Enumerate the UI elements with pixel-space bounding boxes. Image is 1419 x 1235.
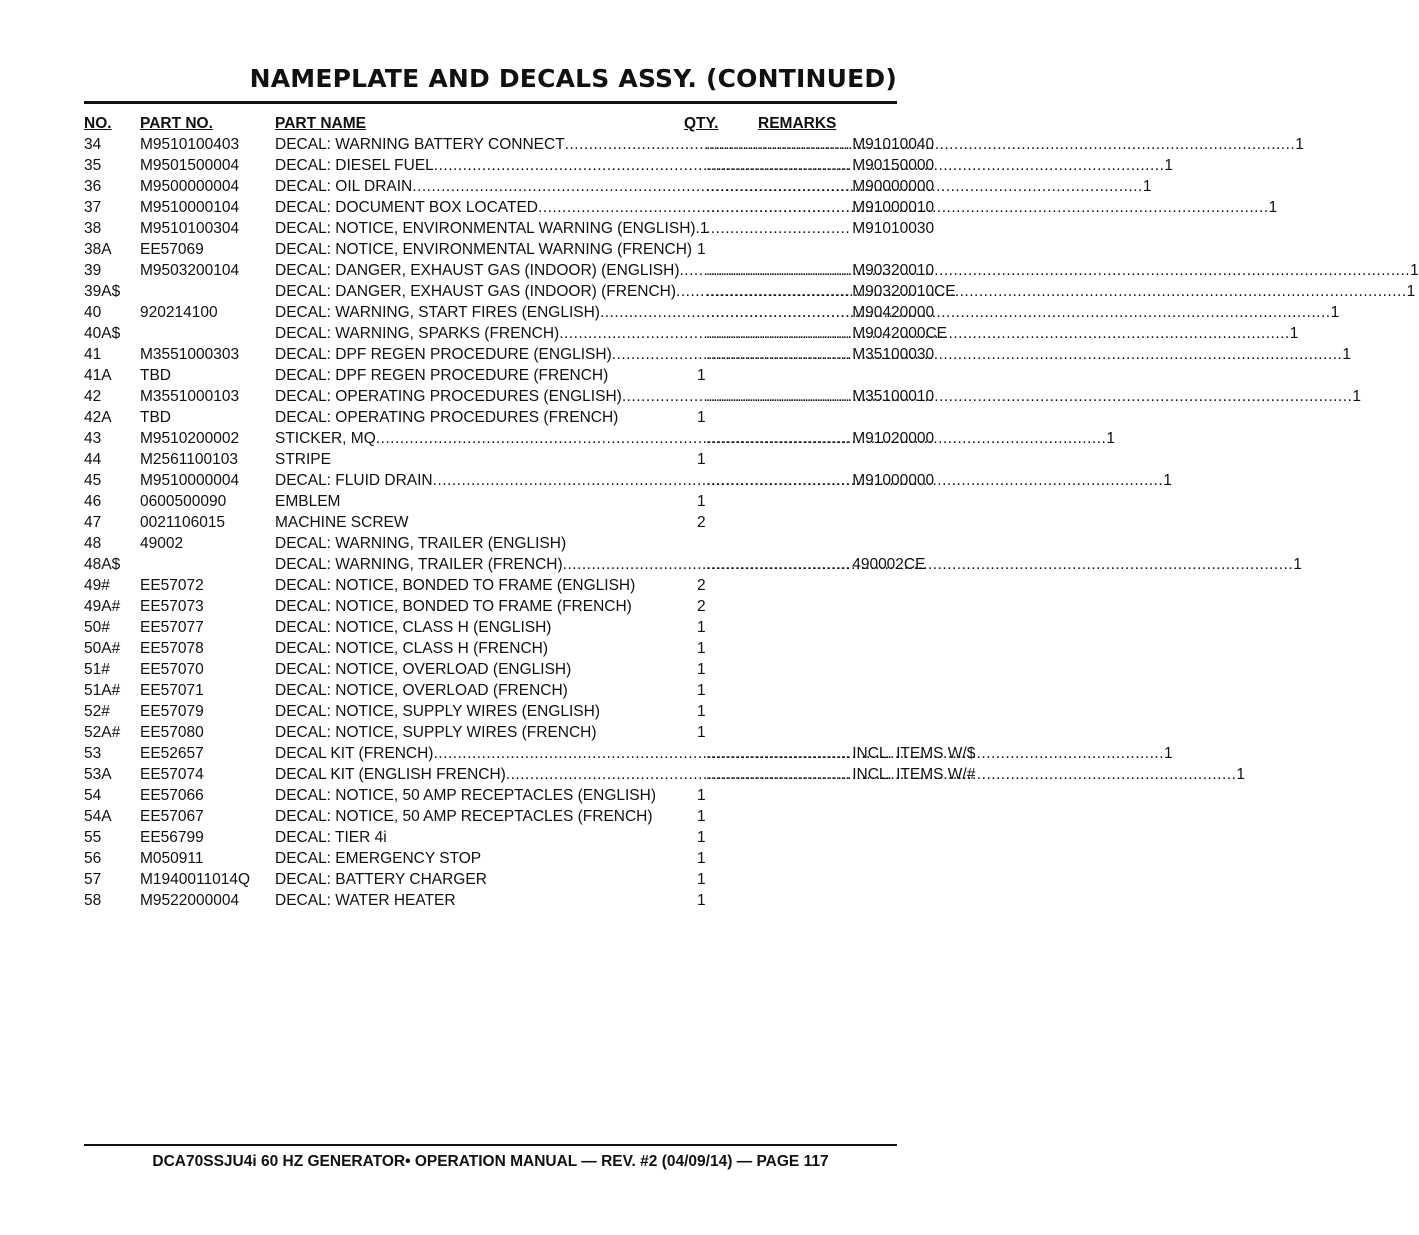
header-remarks: REMARKS	[758, 115, 837, 132]
cell-part-name-qty	[275, 218, 709, 239]
cell-remarks: M90320010CE	[852, 283, 956, 300]
cell-qty: 1	[1352, 388, 1362, 405]
table-row	[84, 722, 897, 743]
cell-qty: 1	[1295, 136, 1304, 153]
cell-no: 53	[84, 745, 102, 762]
cell-qty: 1	[1236, 766, 1246, 783]
cell-no: 38	[84, 220, 102, 237]
dot-leader	[706, 134, 850, 155]
table-row	[84, 890, 897, 911]
dot-leader	[706, 218, 850, 239]
table-row	[84, 533, 897, 554]
table-row	[84, 701, 897, 722]
cell-part-name: DECAL: WARNING, TRAILER (ENGLISH)	[275, 535, 567, 552]
cell-part-no: M9510100403	[140, 136, 240, 153]
cell-part-name: DECAL: WATER HEATER	[275, 892, 456, 909]
cell-qty: 1	[697, 787, 706, 804]
cell-part-name: DECAL: OPERATING PROCEDURES (ENGLISH)	[275, 388, 622, 405]
cell-remarks: INCL. ITEMS W/$	[852, 745, 976, 762]
cell-qty: 1	[1164, 745, 1173, 762]
cell-part-name: DECAL: DANGER, EXHAUST GAS (INDOOR) (FRENCH)	[275, 283, 677, 300]
cell-part-name: DECAL: NOTICE, CLASS H (ENGLISH)	[275, 619, 552, 636]
cell-no: 54	[84, 787, 102, 804]
cell-remarks: M90320010	[852, 262, 935, 279]
cell-no: 43	[84, 430, 102, 447]
table-row	[84, 344, 1351, 365]
cell-no: 40A$	[84, 325, 121, 342]
cell-remarks-wrap	[706, 344, 964, 365]
cell-qty: 1	[697, 703, 706, 720]
cell-remarks-wrap	[706, 197, 964, 218]
cell-part-name: DECAL: NOTICE, 50 AMP RECEPTACLES (ENGLISH)	[275, 787, 656, 804]
page-title: NAMEPLATE AND DECALS ASSY. (CONTINUED)	[249, 64, 897, 93]
table-row	[84, 449, 897, 470]
header-part-no: PART NO.	[140, 115, 213, 132]
cell-qty: 1	[697, 724, 706, 741]
cell-part-name: EMBLEM	[275, 493, 341, 510]
cell-qty: 1	[697, 367, 706, 384]
cell-qty: 1	[697, 808, 706, 825]
table-row	[84, 848, 897, 869]
cell-qty: 1	[697, 640, 706, 657]
cell-part-no: M9510000004	[140, 472, 240, 489]
cell-remarks-wrap	[706, 302, 964, 323]
cell-part-name: STRIPE	[275, 451, 331, 468]
cell-qty: 1	[697, 829, 706, 846]
cell-part-name: DECAL: DANGER, EXHAUST GAS (INDOOR) (ENGLISH)	[275, 262, 680, 279]
table-header	[84, 113, 897, 134]
cell-part-no: EE57074	[140, 766, 204, 783]
dot-leader	[706, 554, 850, 575]
cell-no: 40	[84, 304, 102, 321]
cell-part-name: DECAL: FLUID DRAIN	[275, 472, 433, 489]
cell-remarks: M91010040	[852, 136, 935, 153]
table-row	[84, 470, 1172, 491]
cell-qty: 1	[697, 871, 706, 888]
cell-no: 57	[84, 871, 102, 888]
table-row	[84, 869, 897, 890]
table-row	[84, 323, 1299, 344]
cell-part-no: M9510100304	[140, 220, 240, 237]
cell-remarks-wrap	[706, 260, 964, 281]
cell-part-name: DECAL: BATTERY CHARGER	[275, 871, 487, 888]
dot-leader	[706, 470, 850, 491]
cell-part-no: M1940011014Q	[140, 871, 251, 888]
dot-leader	[706, 344, 850, 365]
cell-part-name: MACHINE SCREW	[275, 514, 409, 531]
cell-qty: 1	[699, 220, 709, 237]
cell-qty: 1	[1163, 472, 1172, 489]
cell-part-no: TBD	[140, 409, 171, 426]
cell-part-name: DECAL: NOTICE, CLASS H (FRENCH)	[275, 640, 549, 657]
cell-qty: 1	[697, 850, 706, 867]
cell-qty: 1	[1289, 325, 1299, 342]
cell-part-name: DECAL: NOTICE, BONDED TO FRAME (FRENCH)	[275, 598, 632, 615]
table-row	[84, 218, 935, 239]
cell-no: 52#	[84, 703, 110, 720]
cell-qty: 1	[697, 892, 706, 909]
table-row	[84, 407, 897, 428]
cell-remarks: M91020000	[852, 430, 935, 447]
cell-no: 34	[84, 136, 102, 153]
dot-leader	[706, 764, 850, 785]
table-row	[84, 491, 897, 512]
cell-part-no: EE56799	[140, 829, 204, 846]
cell-part-no: EE57067	[140, 808, 204, 825]
cell-part-name: DECAL: WARNING, SPARKS (FRENCH)	[275, 325, 560, 342]
dot-leader	[706, 302, 850, 323]
cell-part-no: M9500000004	[140, 178, 240, 195]
cell-part-name: DECAL: NOTICE, 50 AMP RECEPTACLES (FRENCH)	[275, 808, 653, 825]
cell-remarks: M91010030	[852, 220, 935, 237]
cell-no: 54A	[84, 808, 112, 825]
cell-part-no: EE57071	[140, 682, 204, 699]
cell-remarks-wrap	[706, 134, 964, 155]
cell-no: 49#	[84, 577, 110, 594]
cell-part-no: 920214100	[140, 304, 218, 321]
cell-part-no: EE57066	[140, 787, 204, 804]
cell-remarks-wrap	[706, 281, 964, 302]
header-no: NO.	[84, 115, 112, 132]
cell-qty: 2	[697, 577, 706, 594]
cell-part-name: DECAL: WARNING BATTERY CONNECT	[275, 136, 565, 153]
table-row	[84, 155, 1173, 176]
cell-qty: 1	[1342, 346, 1351, 363]
cell-remarks-wrap	[706, 386, 964, 407]
table-row	[84, 596, 897, 617]
header-part-name: PART NAME	[275, 115, 366, 132]
table-row	[84, 281, 1416, 302]
cell-part-name: DECAL: NOTICE, BONDED TO FRAME (ENGLISH)	[275, 577, 636, 594]
cell-part-no: M9501500004	[140, 157, 240, 174]
cell-no: 36	[84, 178, 102, 195]
cell-part-no: M9510200002	[140, 430, 240, 447]
cell-qty: 1	[1268, 199, 1278, 216]
title-divider	[84, 101, 897, 104]
cell-part-no: TBD	[140, 367, 171, 384]
cell-remarks-wrap	[706, 554, 964, 575]
cell-part-name: DECAL: DIESEL FUEL	[275, 157, 434, 174]
table-row	[84, 617, 897, 638]
table-row	[84, 827, 897, 848]
dot-leader	[706, 197, 850, 218]
dot-leader	[706, 281, 850, 302]
dot-leader	[706, 176, 850, 197]
table-row	[84, 764, 1246, 785]
dot-leader	[706, 743, 850, 764]
cell-part-name: DECAL: WARNING, TRAILER (FRENCH)	[275, 556, 563, 573]
cell-part-name: DECAL KIT (ENGLISH FRENCH)	[275, 766, 506, 783]
cell-no: 41A	[84, 367, 112, 384]
cell-part-name: DECAL: DOCUMENT BOX LOCATED	[275, 199, 538, 216]
cell-remarks-wrap	[706, 218, 964, 239]
table-row	[84, 554, 1302, 575]
cell-qty: 1	[1330, 304, 1340, 321]
cell-part-no: EE57078	[140, 640, 204, 657]
cell-part-name: DECAL: DPF REGEN PROCEDURE (ENGLISH)	[275, 346, 612, 363]
dot-leader	[706, 428, 850, 449]
table-row	[84, 197, 1278, 218]
cell-remarks: M90000000	[852, 178, 935, 195]
table-row	[84, 575, 897, 596]
cell-part-no: EE57080	[140, 724, 204, 741]
cell-part-no: EE57077	[140, 619, 204, 636]
cell-remarks-wrap	[706, 743, 976, 764]
cell-remarks-wrap	[706, 764, 976, 785]
table-row	[84, 428, 1115, 449]
table-row	[84, 260, 1419, 281]
cell-no: 53A	[84, 766, 112, 783]
cell-qty: 2	[697, 514, 706, 531]
cell-qty: 1	[1142, 178, 1152, 195]
cell-no: 56	[84, 850, 102, 867]
cell-no: 46	[84, 493, 102, 510]
table-row	[84, 302, 1340, 323]
table-row	[84, 806, 897, 827]
cell-no: 52A#	[84, 724, 121, 741]
cell-part-name: DECAL: EMERGENCY STOP	[275, 850, 482, 867]
cell-part-no: M3551000103	[140, 388, 240, 405]
table-row	[84, 386, 1362, 407]
cell-no: 48	[84, 535, 102, 552]
cell-part-no: EE57079	[140, 703, 204, 720]
cell-no: 50A#	[84, 640, 121, 657]
cell-no: 39A$	[84, 283, 121, 300]
cell-remarks-wrap	[706, 155, 964, 176]
dot-leader	[706, 155, 850, 176]
cell-part-name: DECAL: NOTICE, OVERLOAD (ENGLISH)	[275, 661, 572, 678]
cell-no: 51#	[84, 661, 110, 678]
table-row	[84, 176, 1152, 197]
table-row	[84, 659, 897, 680]
cell-part-name: DECAL: NOTICE, OVERLOAD (FRENCH)	[275, 682, 568, 699]
cell-remarks: M35100030	[852, 346, 935, 363]
cell-part-name: DECAL KIT (FRENCH)	[275, 745, 434, 762]
cell-part-no: EE57073	[140, 598, 204, 615]
cell-no: 41	[84, 346, 102, 363]
cell-part-no: EE52657	[140, 745, 204, 762]
cell-qty: 1	[697, 409, 706, 426]
cell-no: 45	[84, 472, 102, 489]
cell-remarks-wrap	[706, 428, 964, 449]
page-footer: DCA70SSJU4i 60 HZ GENERATOR• OPERATION MANUAL — REV. #2 (04/09/14) — PAGE 117	[152, 1153, 829, 1170]
cell-qty: 1	[1410, 262, 1419, 279]
cell-qty: 1	[697, 451, 706, 468]
cell-no: 37	[84, 199, 102, 216]
cell-remarks-wrap	[706, 176, 964, 197]
cell-qty: 1	[697, 241, 706, 258]
cell-part-name: DECAL: NOTICE, ENVIRONMENTAL WARNING (FRENCH)	[275, 241, 693, 258]
cell-qty: 2	[697, 598, 706, 615]
cell-no: 48A$	[84, 556, 121, 573]
cell-qty: 1	[697, 493, 706, 510]
cell-part-no: EE57070	[140, 661, 204, 678]
cell-part-no: 49002	[140, 535, 184, 552]
cell-remarks: M9042000CE	[852, 325, 947, 342]
cell-part-name: STICKER, MQ	[275, 430, 376, 447]
table-row	[84, 134, 1304, 155]
cell-remarks: 490002CE	[852, 556, 926, 573]
cell-remarks: M35100010	[852, 388, 935, 405]
dot-leader	[706, 260, 850, 281]
table-row	[84, 365, 897, 386]
table-row	[84, 638, 897, 659]
cell-qty: 1	[697, 619, 706, 636]
cell-part-name: DECAL: NOTICE, SUPPLY WIRES (FRENCH)	[275, 724, 597, 741]
cell-part-name: DECAL: DPF REGEN PROCEDURE (FRENCH)	[275, 367, 609, 384]
cell-no: 49A#	[84, 598, 121, 615]
cell-qty: 1	[697, 661, 706, 678]
table-row	[84, 743, 1173, 764]
dot-leader	[706, 323, 850, 344]
cell-no: 39	[84, 262, 102, 279]
cell-part-name: DECAL: NOTICE, SUPPLY WIRES (ENGLISH)	[275, 703, 600, 720]
header-qty: QTY.	[684, 115, 719, 132]
cell-part-no: 0021106015	[140, 514, 226, 531]
table-row	[84, 785, 897, 806]
cell-part-name: DECAL: TIER 4i	[275, 829, 387, 846]
cell-remarks-wrap	[706, 470, 964, 491]
table-row	[84, 512, 897, 533]
cell-part-name: DECAL: OPERATING PROCEDURES (FRENCH)	[275, 409, 619, 426]
cell-no: 44	[84, 451, 102, 468]
cell-part-no: EE57072	[140, 577, 204, 594]
cell-no: 58	[84, 892, 102, 909]
cell-part-no: M2561100103	[140, 451, 238, 468]
cell-no: 51A#	[84, 682, 121, 699]
cell-remarks-wrap	[706, 323, 964, 344]
cell-part-no: M9510000104	[140, 199, 240, 216]
cell-part-no: M9522000004	[140, 892, 240, 909]
table-row	[84, 239, 897, 260]
cell-part-no: M3551000303	[140, 346, 240, 363]
cell-no: 50#	[84, 619, 110, 636]
cell-no: 47	[84, 514, 102, 531]
cell-remarks: M90150000	[852, 157, 935, 174]
table-row	[84, 680, 897, 701]
cell-part-no: 0600500090	[140, 493, 227, 510]
cell-no: 55	[84, 829, 102, 846]
cell-part-no: M050911	[140, 850, 204, 867]
cell-qty: 1	[1293, 556, 1302, 573]
footer-divider	[84, 1144, 897, 1146]
cell-part-name: DECAL: OIL DRAIN	[275, 178, 413, 195]
cell-no: 42A	[84, 409, 112, 426]
dot-leader	[706, 386, 850, 407]
cell-no: 35	[84, 157, 102, 174]
cell-qty: 1	[1406, 283, 1416, 300]
cell-remarks: INCL. ITEMS W/#	[852, 766, 976, 783]
cell-qty: 1	[1164, 157, 1173, 174]
cell-part-no: EE57069	[140, 241, 204, 258]
cell-qty: 1	[697, 682, 706, 699]
cell-part-name: DECAL: WARNING, START FIRES (ENGLISH)	[275, 304, 600, 321]
cell-no: 38A	[84, 241, 112, 258]
cell-remarks: M91000000	[852, 472, 935, 489]
cell-remarks: M90420000	[852, 304, 935, 321]
cell-remarks: M91000010	[852, 199, 935, 216]
cell-no: 42	[84, 388, 102, 405]
cell-part-name: DECAL: NOTICE, ENVIRONMENTAL WARNING (ENGLISH).	[275, 220, 700, 237]
cell-qty: 1	[1106, 430, 1115, 447]
cell-part-no: M9503200104	[140, 262, 240, 279]
